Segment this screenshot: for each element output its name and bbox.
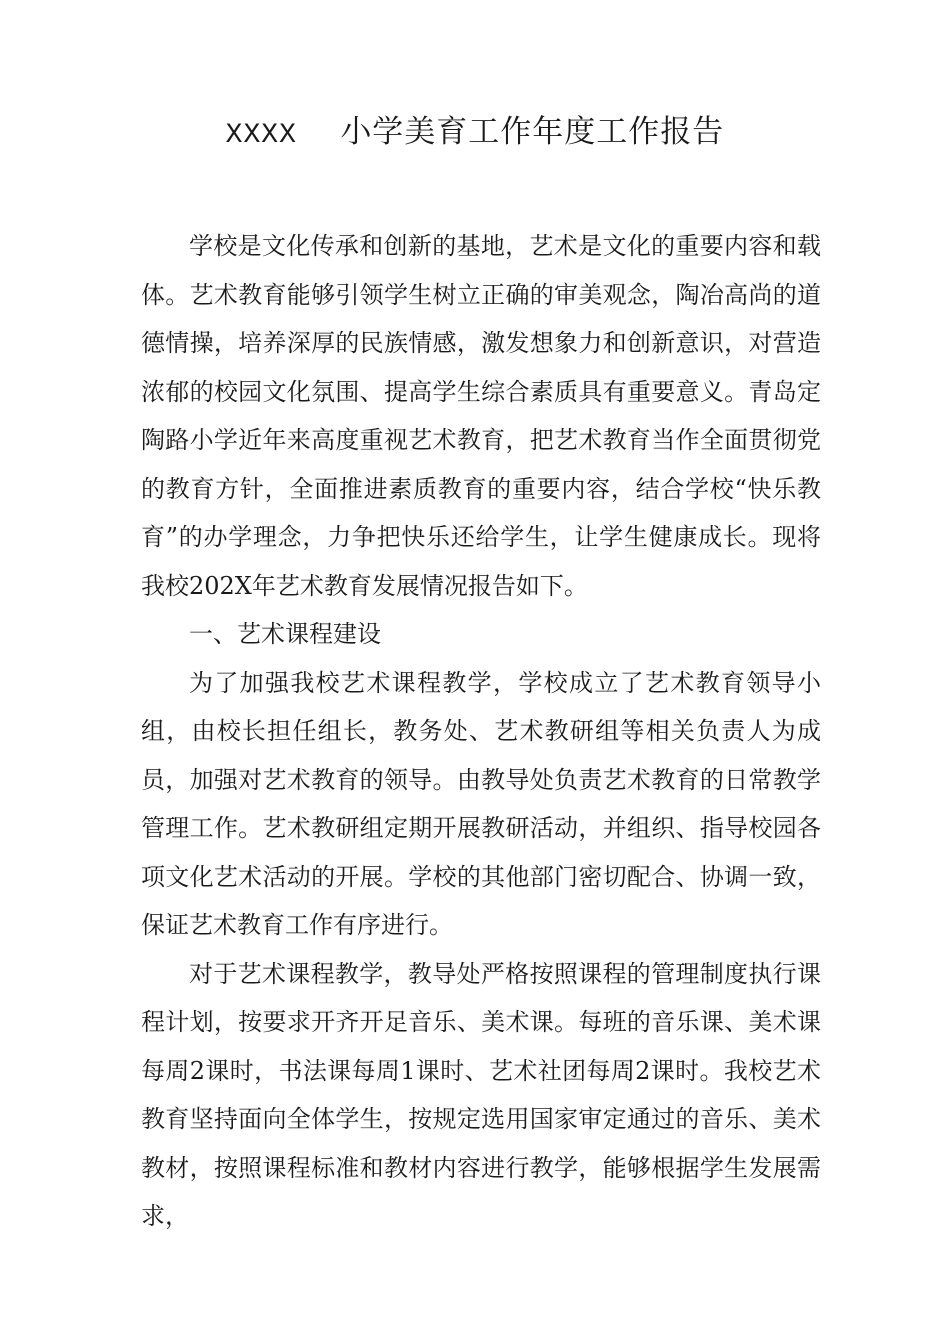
section-heading: 一、艺术课程建设 — [189, 620, 381, 648]
document-title — [0, 108, 950, 160]
paragraph-intro: 学校是文化传承和创新的基地，艺术是文化的重要内容和载体。艺术教育能够引领学生树立正确的审美观念，陶冶高尚的道德情操，培养深厚的民族情感，激发想象力和创新意识，对营造浓郁的校园文化氛围、提高学生综合素质具有重要意义。青岛定陶路小学近年来高度重视艺术教育，把艺术教育当作全面贯彻党的教育方针，全面推进素质教育的重要内容，结合学校“快乐教育”的办学理念，力争把快乐还给学生，让学生健康成长。现将我校202X年艺术教育发展情况报告如下。 — [141, 232, 821, 600]
paragraph-organization: 为了加强我校艺术课程教学，学校成立了艺术教育领导小组，由校长担任组长，教务处、艺术教研组等相关负责人为成员，加强对艺术教育的领导。由教导处负责艺术教育的日常教学管理工作。艺术教研组定期开展教研活动，并组织、指导校园各项文化艺术活动的开展。学校的其他部门密切配合、协调一致，保证艺术教育工作有序进行。 — [141, 668, 821, 939]
title-text: 小学美育工作年度工作报告 — [340, 114, 725, 150]
title-code: XXXX — [225, 120, 297, 151]
document-body — [141, 222, 821, 1241]
paragraph-curriculum: 对于艺术课程教学，教导处严格按照课程的管理制度执行课程计划，按要求开齐开足音乐、美术课。每班的音乐课、美术课每周2课时，书法课每周1课时、艺术社团每周2课时。我校艺术教育坚持面向全体学生，按规定选用国家审定通过的音乐、美术教材，按照课程标准和教材内容进行教学，能够根据学生发展需求， — [141, 959, 821, 1230]
